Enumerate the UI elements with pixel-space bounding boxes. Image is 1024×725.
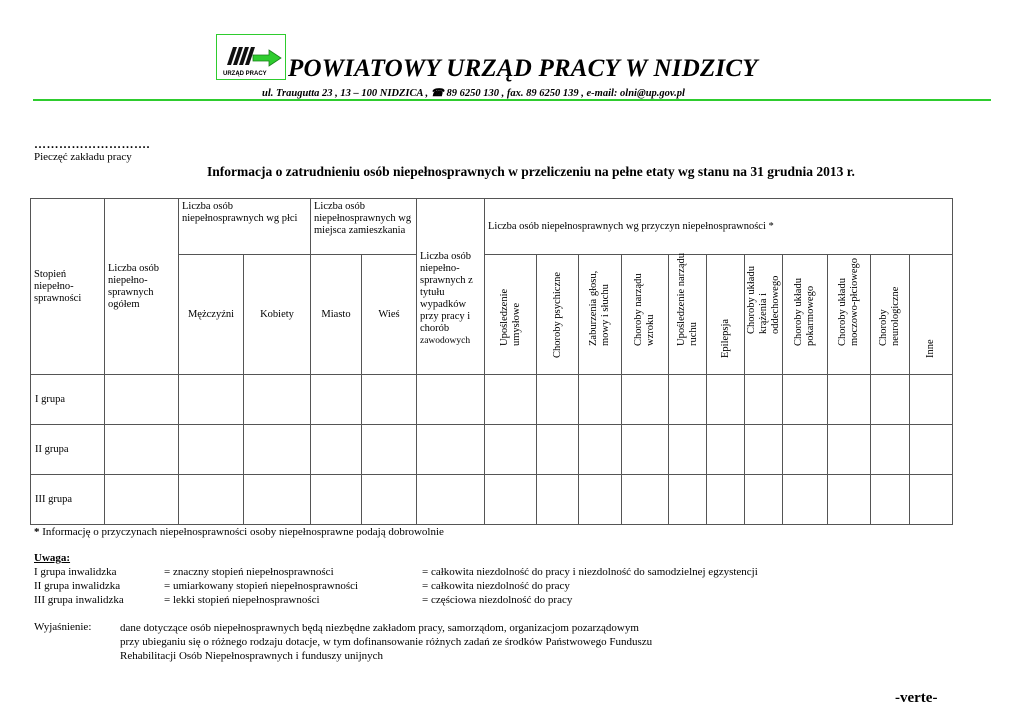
header-przyczyna-line: umysłowe — [510, 302, 522, 346]
header-przyczyna-line: Choroby — [878, 309, 889, 346]
table-cell[interactable] — [871, 475, 910, 525]
header-przyczyna-line: oddechowego — [769, 275, 781, 334]
table-cell[interactable] — [244, 425, 311, 475]
table-cell[interactable] — [105, 375, 179, 425]
table-cell[interactable] — [417, 375, 485, 425]
header-przyczyny: Liczba osób niepełnosprawnych wg przyczyn niepełnosprawności * — [488, 220, 774, 232]
header-miasto: Miasto — [321, 308, 351, 320]
row-label: II grupa — [31, 425, 105, 475]
header-wies: Wieś — [378, 308, 400, 320]
header-przyczyna — [745, 255, 783, 375]
header-przyczyna — [485, 255, 537, 375]
table-cell[interactable] — [244, 475, 311, 525]
table-cell[interactable] — [362, 475, 417, 525]
legend-stopien: = lekki stopień niepełnosprawności — [164, 594, 320, 606]
table-cell[interactable] — [179, 475, 244, 525]
table-cell[interactable] — [311, 375, 362, 425]
legend-opis: = częściowa niezdolność do pracy — [422, 594, 573, 606]
office-title: POWIATOWY URZĄD PRACY W NIDZICY — [288, 55, 758, 82]
table-cell[interactable] — [669, 475, 707, 525]
table-cell[interactable] — [179, 375, 244, 425]
employment-table — [30, 198, 953, 525]
header-kobiety: Kobiety — [260, 308, 294, 320]
header-wypadki: Liczba osób niepełno-sprawnych z tytułu wypadków przy pracy i chorób — [420, 250, 473, 334]
row-label: I grupa — [31, 375, 105, 425]
table-cell[interactable] — [707, 425, 745, 475]
header-przyczyna-line: Choroby układu — [745, 266, 757, 334]
table-cell[interactable] — [179, 425, 244, 475]
legend-opis: = całkowita niezdolność do pracy — [422, 580, 570, 592]
header-stopien: Stopień niepełno-sprawności — [34, 268, 82, 304]
table-cell[interactable] — [783, 425, 828, 475]
wyjasnienie-line: Rehabilitacji Osób Niepełnosprawnych i funduszy unijnych — [120, 650, 384, 662]
header-przyczyna — [579, 255, 622, 375]
table-cell[interactable] — [622, 425, 669, 475]
header-przyczyna-line: mowy i słuchu — [600, 284, 611, 346]
table-cell[interactable] — [707, 475, 745, 525]
legend-opis: = całkowita niezdolność do pracy i niezdolność do samodzielnej egzystencji — [422, 566, 758, 578]
table-cell[interactable] — [828, 425, 871, 475]
form-heading: Informacja o zatrudnieniu osób niepełnosprawnych w przeliczeniu na pełne etaty wg stanu na 31 grudnia 2013 r. — [207, 164, 855, 179]
table-cell[interactable] — [910, 375, 953, 425]
header-przyczyna-line: Choroby psychiczne — [551, 271, 563, 358]
legend-stopien: = znaczny stopień niepełnosprawności — [164, 566, 334, 578]
table-cell[interactable] — [485, 425, 537, 475]
header-plec: Liczba osób niepełnosprawnych wg płci — [182, 201, 298, 224]
table-row — [31, 375, 953, 425]
wyjasnienie-label: Wyjaśnienie: — [34, 621, 92, 633]
uwaga-title: Uwaga: — [34, 552, 71, 564]
header-przyczyna — [910, 255, 953, 375]
table-cell[interactable] — [311, 475, 362, 525]
table-cell[interactable] — [537, 475, 579, 525]
table-cell[interactable] — [828, 375, 871, 425]
header-przyczyna-line: wzroku — [645, 314, 656, 346]
table-cell[interactable] — [579, 475, 622, 525]
table-cell[interactable] — [105, 475, 179, 525]
table-cell[interactable] — [669, 375, 707, 425]
wyjasnienie-text — [120, 621, 652, 663]
wyjasnienie-line: dane dotyczące osób niepełnosprawnych będą niezbędne zakładom pracy, samorządom, organizacjom pozarządowym — [120, 622, 639, 634]
header-przyczyna-line: Upośledzenie — [498, 288, 510, 346]
logo — [216, 34, 286, 80]
header-przyczyna-line: Inne — [925, 339, 937, 358]
table-cell[interactable] — [485, 475, 537, 525]
table-cell[interactable] — [362, 375, 417, 425]
footnote-star: * — [34, 526, 40, 538]
header-przyczyna-line: Choroby narządu — [633, 273, 644, 346]
header-przyczyna-line: Epilepsja — [719, 318, 731, 358]
header-przyczyna-line: Zaburzenia głosu, — [588, 270, 599, 346]
header-przyczyna — [669, 255, 707, 375]
header-przyczyna — [707, 255, 745, 375]
header-przyczyna — [622, 255, 669, 375]
table-cell[interactable] — [622, 475, 669, 525]
header-przyczyna-line: Choroby układu — [793, 278, 804, 346]
header-przyczyna — [871, 255, 910, 375]
table-cell[interactable] — [783, 375, 828, 425]
table-cell[interactable] — [417, 425, 485, 475]
office-address: ul. Traugutta 23 , 13 – 100 NIDZICA , ☎ 89 6250 130 , fax. 89 6250 139 , e-mail: olni@up.gov.pl — [262, 88, 685, 99]
header-wypadki-zawodowych: zawodowych — [420, 335, 471, 346]
footnote — [34, 526, 444, 538]
table-cell[interactable] — [311, 425, 362, 475]
header-przyczyna-line: Choroby układu — [837, 278, 848, 346]
table-cell[interactable] — [828, 475, 871, 525]
row-label: III grupa — [31, 475, 105, 525]
table-cell[interactable] — [871, 425, 910, 475]
footnote-text: Informację o przyczynach niepełnosprawności osoby niepełnosprawne podają dobrowolnie — [39, 526, 444, 538]
table-cell[interactable] — [871, 375, 910, 425]
table-cell[interactable] — [745, 425, 783, 475]
header-przyczyna-line: krążenia i — [757, 292, 769, 334]
legend-grupa: II grupa inwalidzka — [34, 580, 121, 592]
header-miejsce: Liczba osób niepełnosprawnych wg miejsca zamieszkania — [314, 201, 412, 236]
legend-grupa: III grupa inwalidzka — [34, 594, 124, 606]
table-cell[interactable] — [910, 475, 953, 525]
table-cell[interactable] — [105, 425, 179, 475]
header-przyczyna — [537, 255, 579, 375]
header-divider — [33, 99, 991, 101]
wyjasnienie-line: przy ubieganiu się o różnego rodzaju dotacje, w tym dofinansowanie różnych zadań ze środków Państwowego Funduszu — [120, 636, 653, 648]
table-cell[interactable] — [707, 375, 745, 425]
header-przyczyna-line: pokarmowego — [805, 285, 816, 346]
header-przyczyna — [783, 255, 828, 375]
table-cell[interactable] — [910, 425, 953, 475]
header-przyczyna — [828, 255, 871, 375]
header-ogolem: Liczba osób niepełno-sprawnych ogółem — [108, 262, 160, 310]
legend-grupa: I grupa inwalidzka — [34, 566, 117, 578]
table-cell[interactable] — [244, 375, 311, 425]
table-cell[interactable] — [745, 475, 783, 525]
table-cell[interactable] — [579, 375, 622, 425]
table-cell[interactable] — [745, 375, 783, 425]
header-mezczyzni: Mężczyźni — [187, 308, 235, 320]
table-cell[interactable] — [362, 425, 417, 475]
seal-label: Pieczęć zakładu pracy — [34, 151, 132, 163]
verte-note: -verte- — [895, 690, 938, 706]
table-cell[interactable] — [485, 375, 537, 425]
table-cell[interactable] — [622, 375, 669, 425]
table-row — [31, 425, 953, 475]
header-przyczyna-line: moczowo-płciowego — [849, 257, 860, 346]
table-cell[interactable] — [579, 425, 622, 475]
header-przyczyna-line: ruchu — [687, 322, 699, 346]
header-przyczyna-line: Upośledzenie narządu — [675, 253, 687, 346]
logo-text: URZĄD PRACY — [223, 71, 267, 77]
table-cell[interactable] — [417, 475, 485, 525]
header-przyczyna-line: neurologiczne — [890, 286, 901, 346]
table-cell[interactable] — [537, 425, 579, 475]
table-row — [31, 475, 953, 525]
legend-stopien: = umiarkowany stopień niepełnosprawności — [164, 580, 359, 592]
seal-dots: ………………………. — [34, 137, 150, 151]
table-cell[interactable] — [783, 475, 828, 525]
table-cell[interactable] — [669, 425, 707, 475]
table-cell[interactable] — [537, 375, 579, 425]
